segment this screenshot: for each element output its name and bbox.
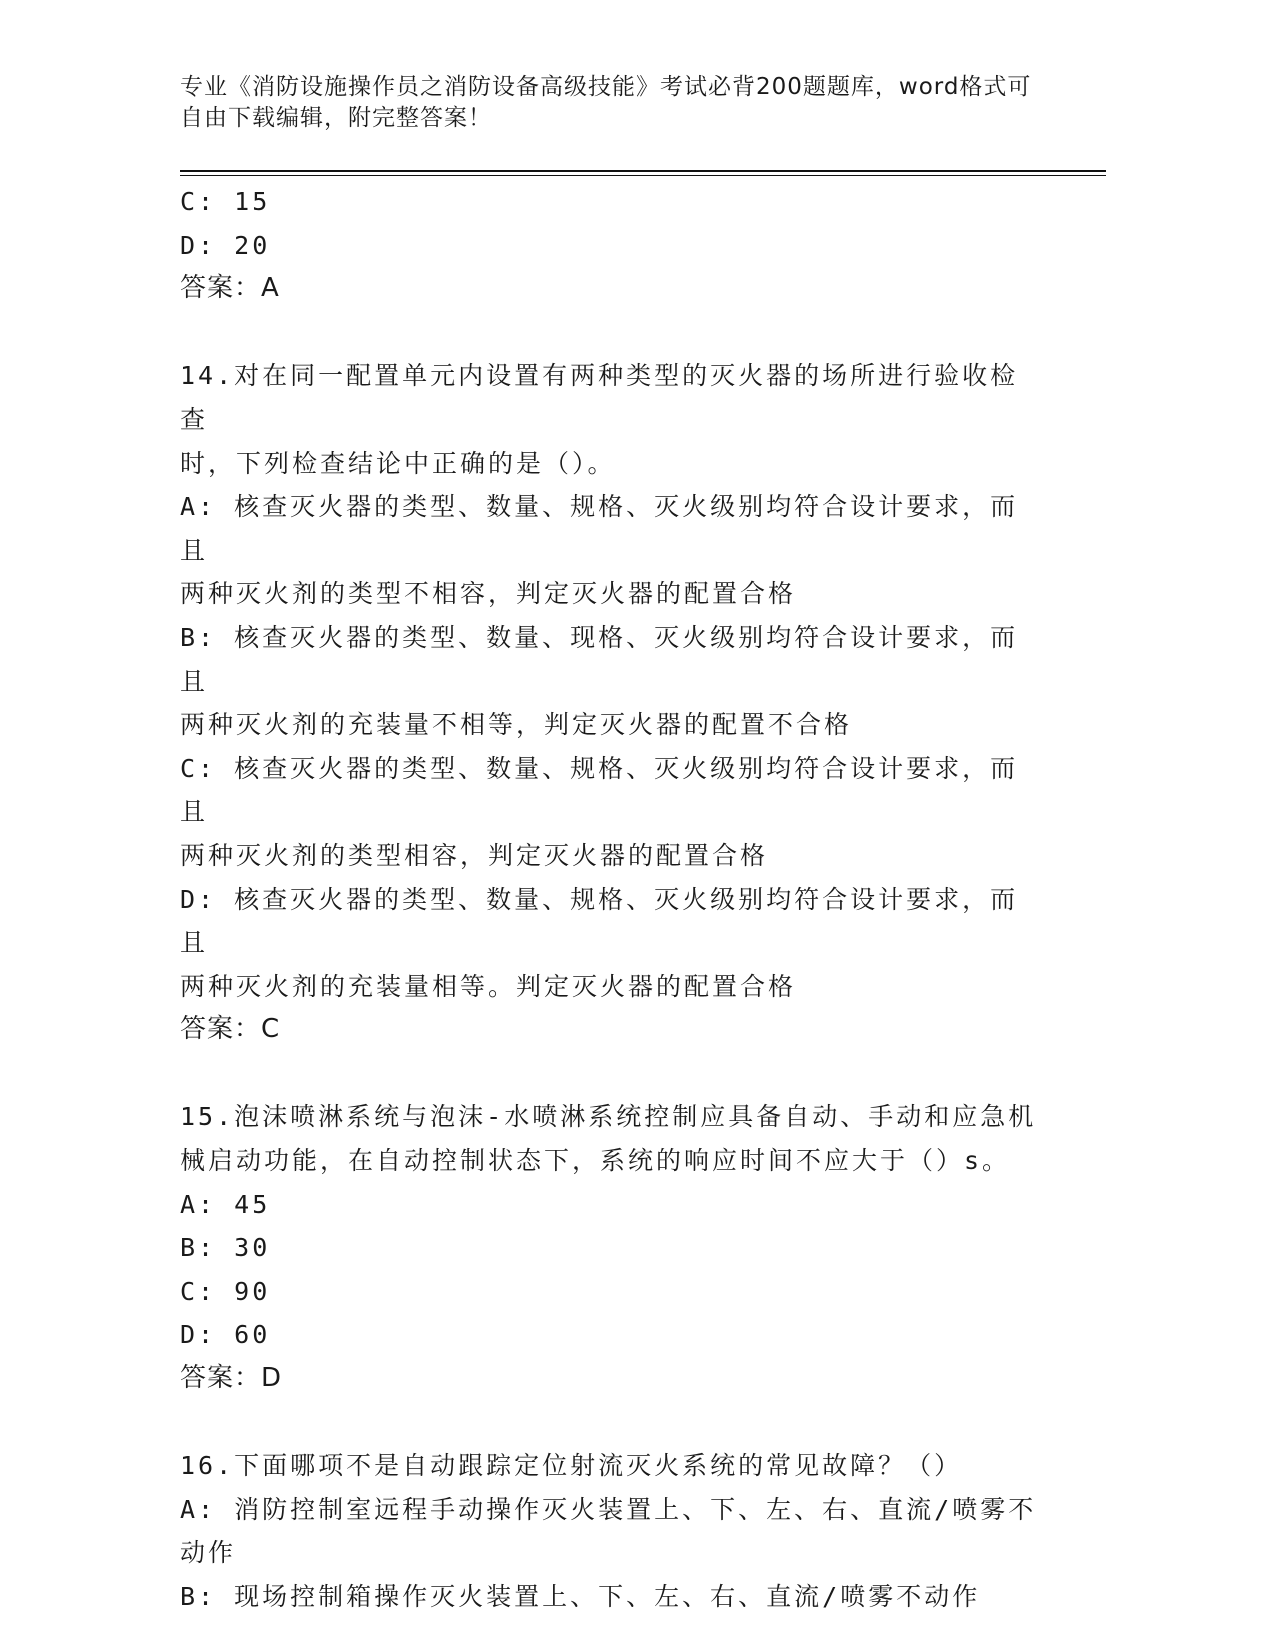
q15-option-a: A: 45 xyxy=(180,1189,271,1219)
q15-stem-line-2: 械启动功能，在自动控制状态下，系统的响应时间不应大于（）s。 xyxy=(180,1146,1011,1176)
q13-option-c: C: 15 xyxy=(180,187,271,216)
q14-option-c-line-1: C: 核查灭火器的类型、数量、规格、灭火级别均符合设计要求，而且 xyxy=(180,753,1019,827)
header-line-2: 自由下载编辑，附完整答案！ xyxy=(180,105,492,131)
header-divider-thin xyxy=(180,175,1106,176)
q16-option-a-line-1: A: 消防控制室远程手动操作灭火装置上、下、左、右、直流/喷雾不 xyxy=(180,1494,1037,1524)
header-divider-thick xyxy=(180,170,1106,172)
q13-option-d: D: 20 xyxy=(180,230,271,260)
header-line-1: 专业《消防设施操作员之消防设备高级技能》考试必背200题题库，word格式可 xyxy=(180,74,1032,100)
q15-option-b: B: 30 xyxy=(180,1233,271,1263)
document-header xyxy=(180,72,1080,134)
q13-answer: 答案：A xyxy=(180,273,280,304)
q14-answer: 答案：C xyxy=(180,1014,281,1045)
q14-option-c-line-2: 两种灭火剂的类型相容，判定灭火器的配置合格 xyxy=(180,840,769,870)
q15-answer: 答案：D xyxy=(180,1363,283,1394)
q14-option-b-line-1: B: 核查灭火器的类型、数量、现格、灭火级别均符合设计要求，而且 xyxy=(180,622,1019,696)
q14-stem-line-2: 时，下列检查结论中正确的是（）。 xyxy=(180,448,616,478)
spacer xyxy=(180,1052,1040,1096)
q15-option-d: D: 60 xyxy=(180,1320,271,1350)
q14-stem-line-1: 14.对在同一配置单元内设置有两种类型的灭火器的场所进行验收检查 xyxy=(180,361,1019,434)
q14-option-d-line-2: 两种灭火剂的充装量相等。判定灭火器的配置合格 xyxy=(180,971,797,1001)
q16-option-a-line-2: 动作 xyxy=(180,1538,237,1568)
q16-option-b: B: 现场控制箱操作灭火装置上、下、左、右、直流/喷雾不动作 xyxy=(180,1582,981,1611)
question-content xyxy=(180,180,1040,1619)
q15-option-c: C: 90 xyxy=(180,1276,271,1306)
q14-option-a-line-2: 两种灭火剂的类型不相容，判定灭火器的配置合格 xyxy=(180,579,797,609)
spacer xyxy=(180,1401,1040,1445)
q14-option-d-line-1: D: 核查灭火器的类型、数量、规格、灭火级别均符合设计要求，而且 xyxy=(180,884,1019,958)
q16-stem: 16.下面哪项不是自动跟踪定位射流灭火系统的常见故障？（） xyxy=(180,1451,963,1481)
q14-option-a-line-1: A: 核查灭火器的类型、数量、规格、灭火级别均符合设计要求，而且 xyxy=(180,492,1019,565)
q14-option-b-line-2: 两种灭火剂的充装量不相等，判定灭火器的配置不合格 xyxy=(180,710,853,740)
spacer xyxy=(180,311,1040,355)
q15-stem-line-1: 15.泡沫喷淋系统与泡沫-水喷淋系统控制应具备自动、手动和应急机 xyxy=(180,1102,1037,1132)
